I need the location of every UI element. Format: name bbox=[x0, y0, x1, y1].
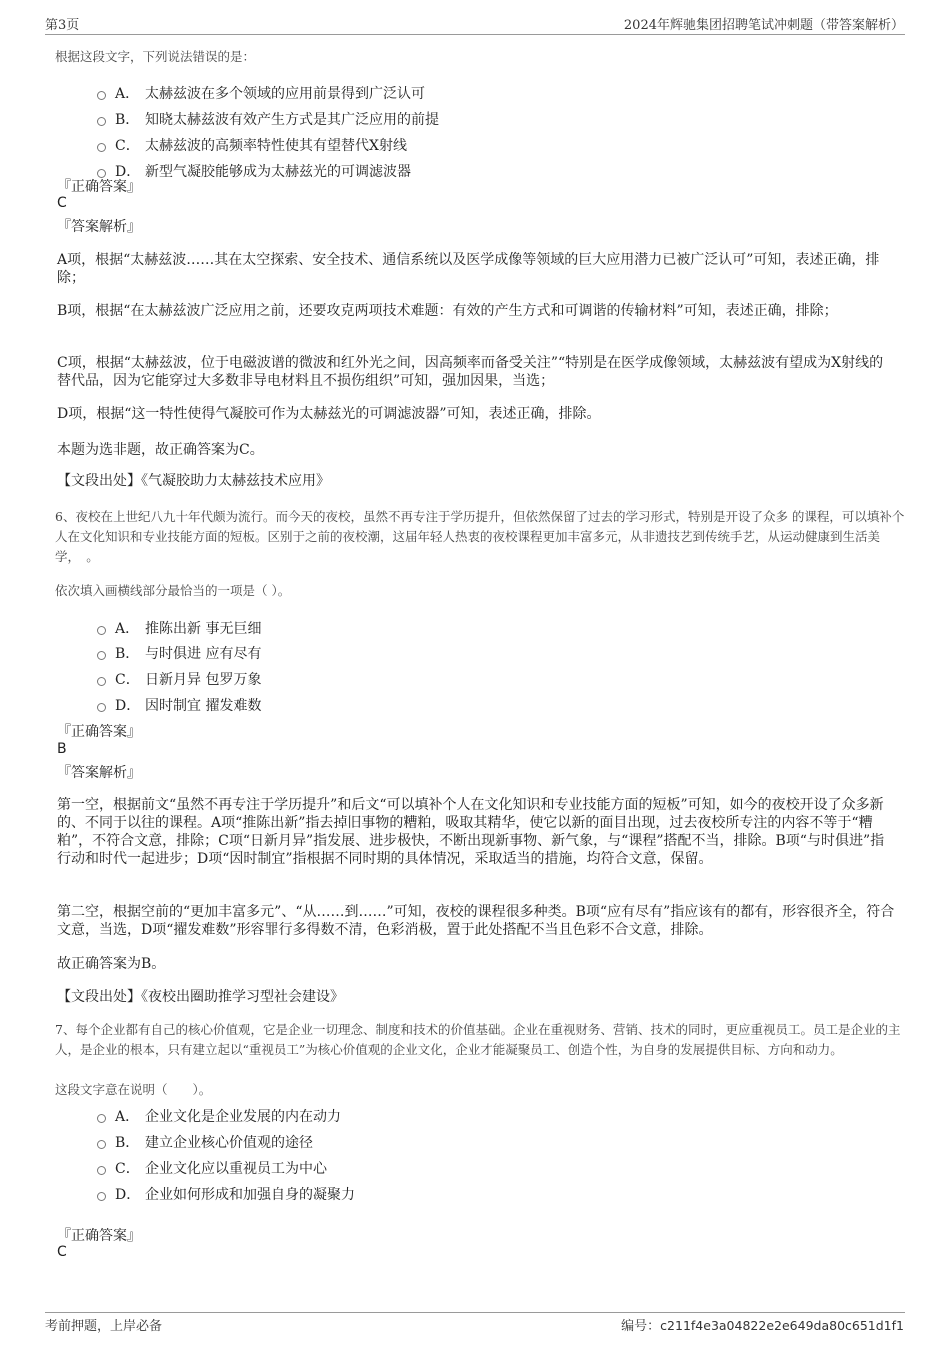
option-letter: B． bbox=[115, 112, 140, 128]
q6-analysis-label: 『答案解析』 bbox=[57, 765, 141, 781]
radio-icon[interactable] bbox=[97, 626, 106, 635]
option-text: 企业文化应以重视员工为中心 bbox=[145, 1161, 327, 1177]
q6-question-text: 6、夜校在上世纪八九十年代颇为流行。而今天的夜校，虽然不再专注于学历提升，但依然保留了过去的学习形式，特别是开设了众多 的课程，可以填补个人在文化知识和专业技能方面的短板。区别于之前的夜校潮，这届年轻人热衷的夜校课程更加丰富多元，从非遗技艺到传统手艺，从运动健康到生活美学， 。 bbox=[55, 509, 905, 564]
footer-note: 考前押题，上岸必备 bbox=[45, 1319, 163, 1334]
option-text: 推陈出新 事无巨细 bbox=[145, 621, 262, 637]
q5-analysis-b: B项，根据“在太赫兹波广泛应用之前，还要攻克两项技术难题：有效的产生方式和可调谐的传输材料”可知，表述正确，排除； bbox=[57, 303, 838, 319]
radio-icon[interactable] bbox=[97, 1166, 106, 1175]
option-text: 知晓太赫兹波有效产生方式是其广泛应用的前提 bbox=[145, 112, 439, 128]
q5-answer-label: 『正确答案』 bbox=[57, 179, 141, 195]
option-letter: C． bbox=[115, 138, 140, 154]
radio-icon[interactable] bbox=[97, 677, 106, 686]
option-letter: A． bbox=[115, 86, 140, 102]
option-text: 与时俱进 应有尽有 bbox=[145, 646, 262, 662]
option-letter: A． bbox=[115, 1109, 140, 1125]
q5-analysis-c: C项，根据“太赫兹波，位于电磁波谱的微波和红外光之间，因高频率而备受关注”“特别是在医学成像领域，太赫兹波有望成为X射线的替代品，因为它能穿过大多数非导电材料且不损伤组织”可知，强加因果，当选； bbox=[57, 355, 884, 389]
option-letter: C． bbox=[115, 672, 140, 688]
code-value: c211f4e3a04822e2e649da80c651d1f1 bbox=[660, 1318, 904, 1333]
option-text: 日新月异 包罗万象 bbox=[145, 672, 262, 688]
option-text: 企业如何形成和加强自身的凝聚力 bbox=[145, 1187, 355, 1203]
option-letter: D． bbox=[115, 164, 141, 180]
q6-prompt: 依次填入画横线部分最恰当的一项是（ ）。 bbox=[55, 583, 291, 598]
q5-analysis-label: 『答案解析』 bbox=[57, 219, 141, 235]
q6-analysis-second-blank: 第二空，根据空前的“更加丰富多元”、“从……到……”可知，夜校的课程很多种类。B项“应有尽有”指应该有的都有，形容很齐全，符合文意，当选，D项“擢发难数”形容罪行多得数不清，色彩消极，置于此处搭配不当且色彩不合文意，排除。 bbox=[57, 904, 895, 938]
option-text: 太赫兹波的高频率特性使其有望替代X射线 bbox=[145, 138, 407, 154]
document-code bbox=[621, 1315, 904, 1334]
option-letter: C． bbox=[115, 1161, 140, 1177]
option-letter: D． bbox=[115, 1187, 141, 1203]
option-text: 新型气凝胶能够成为太赫兹光的可调滤波器 bbox=[145, 164, 411, 180]
q6-analysis-first-blank: 第一空，根据前文“虽然不再专注于学历提升”和后文“可以填补个人在文化知识和专业技能方面的短板”可知，如今的夜校开设了众多新的、不同于以往的课程。A项“推陈出新”指去掉旧事物的糟粕，吸取其精华，使它以新的面目出现，过去夜校所专注的内容不等于“糟粕”，不符合文意，排除；C项“日新月异”指发展、进步极快，不断出现新事物、新气象，与“课程”搭配不当，排除。B项“与时俱进”指行动和时代一起进步；D项“因时制宜”指根据不同时期的具体情况，采取适当的措施，均符合文意，保留。 bbox=[57, 797, 885, 867]
q6-conclusion: 故正确答案为B。 bbox=[57, 956, 166, 972]
option-letter: B． bbox=[115, 1135, 140, 1151]
footer-divider bbox=[45, 1312, 905, 1313]
q6-answer: B bbox=[57, 741, 67, 757]
q7-answer-label: 『正确答案』 bbox=[57, 1228, 141, 1244]
q5-source: 【文段出处】《气凝胶助力太赫兹技术应用》 bbox=[57, 473, 330, 489]
option-letter: D． bbox=[115, 698, 141, 714]
radio-icon[interactable] bbox=[97, 117, 106, 126]
option-text: 建立企业核心价值观的途径 bbox=[145, 1135, 313, 1151]
q6-answer-label: 『正确答案』 bbox=[57, 724, 141, 740]
page-number: 第3页 bbox=[45, 18, 80, 33]
q5-prompt: 根据这段文字，下列说法错误的是： bbox=[55, 49, 256, 64]
q5-answer: C bbox=[57, 195, 67, 211]
option-letter: B． bbox=[115, 646, 140, 662]
radio-icon[interactable] bbox=[97, 1140, 106, 1149]
radio-icon[interactable] bbox=[97, 143, 106, 152]
radio-icon[interactable] bbox=[97, 651, 106, 660]
document-title: 2024年辉驰集团招聘笔试冲刺题（带答案解析） bbox=[623, 18, 904, 33]
radio-icon[interactable] bbox=[97, 1192, 106, 1201]
option-text: 太赫兹波在多个领域的应用前景得到广泛认可 bbox=[145, 86, 425, 102]
radio-icon[interactable] bbox=[97, 91, 106, 100]
header-divider bbox=[45, 34, 905, 35]
radio-icon[interactable] bbox=[97, 1114, 106, 1123]
radio-icon[interactable] bbox=[97, 703, 106, 712]
code-label: 编号： bbox=[621, 1319, 661, 1334]
q5-analysis-a: A项，根据“太赫兹波……其在太空探索、安全技术、通信系统以及医学成像等领域的巨大应用潜力已被广泛认可”可知，表述正确，排除； bbox=[57, 252, 880, 286]
option-text: 因时制宜 擢发难数 bbox=[145, 698, 262, 714]
q7-question-text: 7、每个企业都有自己的核心价值观，它是企业一切理念、制度和技术的价值基础。企业在重视财务、营销、技术的同时，更应重视员工。员工是企业的主人，是企业的根本，只有建立起以“重视员工”为核心价值观的企业文化，企业才能凝聚员工、创造个性，为自身的发展提供目标、方向和动力。 bbox=[55, 1022, 901, 1057]
q7-prompt: 这段文字意在说明（ ）。 bbox=[55, 1082, 212, 1097]
option-text: 企业文化是企业发展的内在动力 bbox=[145, 1109, 341, 1125]
q6-source: 【文段出处】《夜校出圈助推学习型社会建设》 bbox=[57, 989, 344, 1005]
option-letter: A． bbox=[115, 621, 140, 637]
q5-analysis-d: D项，根据“这一特性使得气凝胶可作为太赫兹光的可调滤波器”可知，表述正确，排除。 bbox=[57, 406, 601, 422]
q7-answer: C bbox=[57, 1244, 67, 1260]
q5-conclusion: 本题为选非题，故正确答案为C。 bbox=[57, 442, 264, 458]
